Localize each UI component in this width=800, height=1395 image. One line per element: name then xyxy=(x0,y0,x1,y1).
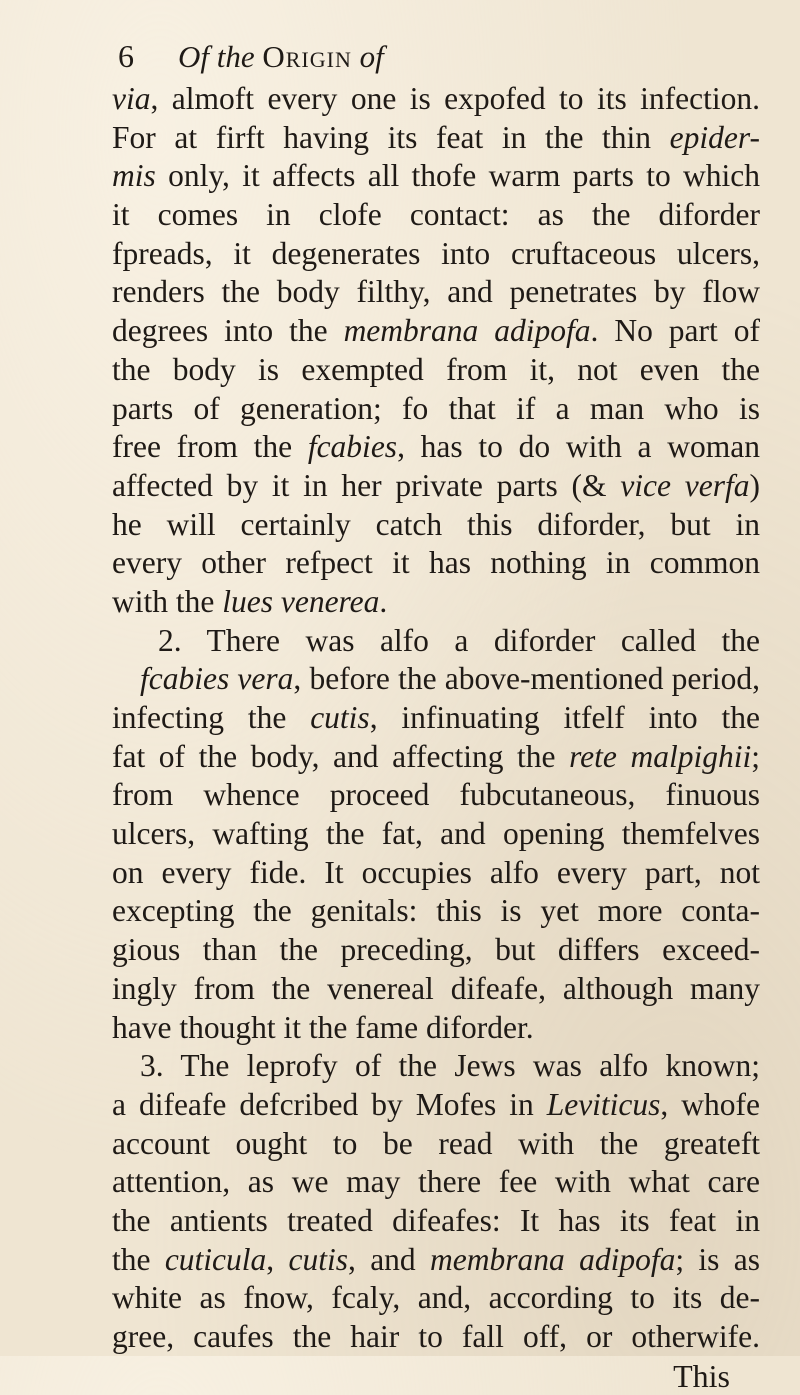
text-line: attention, as we may there fee with what care xyxy=(112,1164,760,1200)
text-line: parts of generation; fo that if a man who is xyxy=(112,390,760,426)
title-article: the xyxy=(216,39,255,74)
text-line: ulcers, wafting the fat, and opening themfelves xyxy=(112,816,760,852)
text-line: fcabies vera, before the above-mentioned period, xyxy=(140,661,760,697)
text-line: the body is exempted from it, not even the xyxy=(112,351,760,387)
catchword: This xyxy=(673,1357,730,1394)
text-line: via, almoft every one is expofed to its infection. xyxy=(112,81,760,116)
text-line: the cuticula, cutis, and membrana adipofa; is as xyxy=(112,1241,760,1277)
text-line: the antients treated difeafes: It has its feat in xyxy=(112,1202,760,1238)
text-line: degrees into the membrana adipofa. No part of xyxy=(112,313,760,349)
text-line: For at firft having its feat in the thin epider- xyxy=(112,119,760,155)
text-line: fat of the body, and affecting the rete malpighii; xyxy=(112,738,760,774)
paragraph-start: 2. There was alfo a diforder called the xyxy=(158,622,760,658)
text-line: he will certainly catch this diforder, but in xyxy=(112,506,760,542)
text-line: infecting the cutis, infinuating itfelf into the xyxy=(112,700,760,735)
text-line: every other refpect it has nothing in common xyxy=(112,545,760,581)
text-line: account ought to be read with the greateft xyxy=(112,1125,760,1161)
paragraph-start: 3. The leprofy of the Jews was alfo known; xyxy=(140,1048,760,1084)
text-line: mis only, it affects all thofe warm parts to which xyxy=(112,158,760,194)
text-line: from whence proceed fubcutaneous, finuous xyxy=(112,777,760,813)
body-text xyxy=(112,80,760,1357)
text-line: affected by it in her private parts (& vice verfa) xyxy=(112,467,760,503)
text-line: fpreads, it degenerates into cruftaceous ulcers, xyxy=(112,235,760,271)
text-line: with the lues venerea. xyxy=(112,583,388,619)
text-line: renders the body filthy, and penetrates by flow xyxy=(112,274,760,310)
page-number: 6 xyxy=(118,38,134,74)
text-line: gree, caufes the hair to fall off, or otherwife. xyxy=(112,1319,760,1354)
text-line: gious than the preceding, but differs exceed- xyxy=(112,932,760,968)
title-prefix: Of xyxy=(178,39,209,74)
running-header xyxy=(118,32,760,80)
text-line: have thought it the fame diforder. xyxy=(112,1009,534,1045)
text-line: it comes in clofe contact: as the diforder xyxy=(112,197,760,233)
running-title xyxy=(178,33,384,81)
text-line: a difeafe defcribed by Mofes in Leviticus, whofe xyxy=(112,1086,760,1122)
text-line: on every fide. It occupies alfo every part, not xyxy=(112,854,760,890)
title-of: of xyxy=(359,39,384,74)
text-line: white as fnow, fcaly, and, according to its de- xyxy=(112,1280,760,1316)
title-main: Origin xyxy=(262,39,352,74)
text-line: excepting the genitals: this is yet more conta- xyxy=(112,893,760,929)
text-line: ingly from the venereal difeafe, although many xyxy=(112,970,760,1006)
text-line: free from the fcabies, has to do with a woman xyxy=(112,429,760,465)
